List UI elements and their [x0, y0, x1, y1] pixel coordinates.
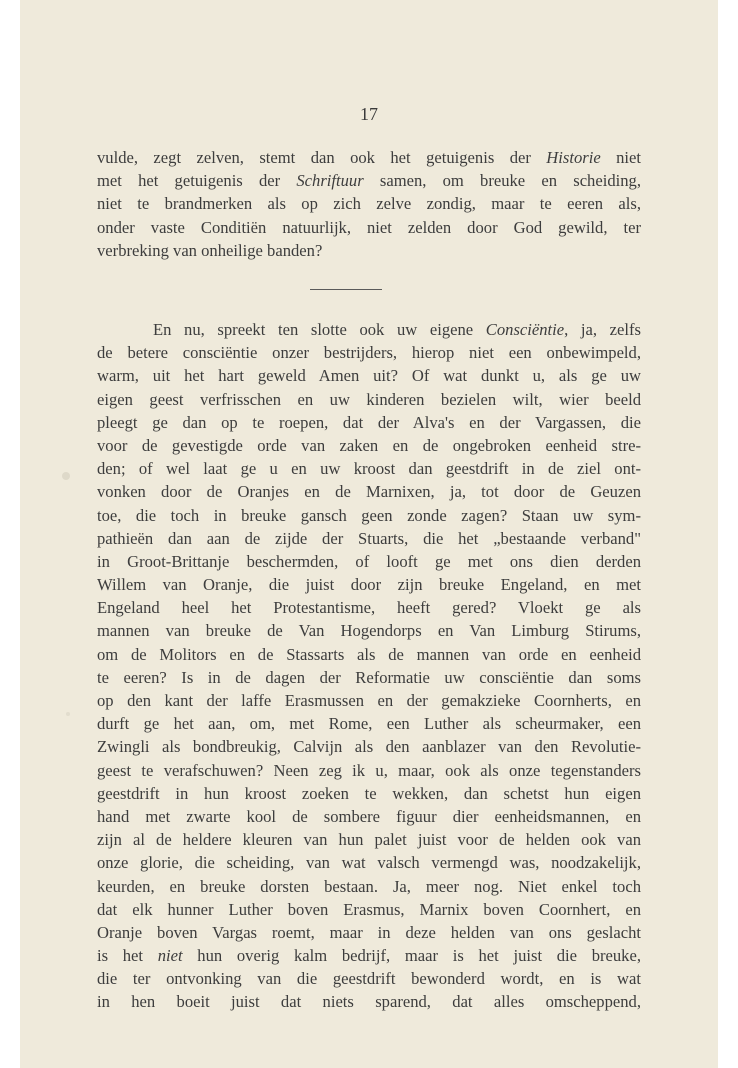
text-line: op den kant der laffe Erasmussen en der gemakzieke Coornherts, en: [97, 691, 641, 710]
text-line: hand met zwarte kool de sombere figuur dier eenheidsmannen, en: [97, 806, 641, 826]
text-line: Oranje boven Vargas roemt, maar in deze helden van ons geslacht: [97, 922, 641, 942]
text-line: mannen van breuke de Van Hogendorps en Van Limburg Stirums,: [97, 621, 641, 641]
text-line: om de Molitors en de Stassarts als de mannen van orde en eenheid: [97, 644, 641, 664]
paper-stain: [66, 712, 70, 716]
text-line: voor de gevestigde orde van zaken en de ongebroken eenheid stre-: [97, 435, 641, 455]
text-line: pleegt ge dan op te roepen, dat der Alva's en der Vargassen, die: [97, 412, 641, 432]
text-line: geest te verafschuwen? Neen zeg ik u, maar, ook als onze tegenstanders: [97, 760, 641, 780]
text-line: eigen geest verfrisschen en uw kinderen bezielen wilt, wier beeld: [97, 389, 641, 409]
text-line: En nu, spreekt ten slotte ook uw eigene Consciëntie, ja, zelfs: [153, 320, 641, 339]
text-line: durft ge het aan, om, met Rome, een Luther als scheurmaker, een: [97, 714, 641, 734]
text-line: vonken door de Oranjes en de Marnixen, ja, tot door de Geuzen: [97, 482, 641, 502]
text-line: Engeland heel het Protestantisme, heeft gered? Vloekt ge als: [97, 598, 641, 618]
text-line: keurden, en breuke dorsten bestaan. Ja, meer nog. Niet enkel toch: [97, 876, 641, 896]
text-line: Zwingli als bondbreukig, Calvijn als den aanblazer van den Revolutie-: [97, 737, 641, 757]
text-line: de betere consciëntie onzer bestrijders, hierop niet een onbewimpeld,: [97, 343, 641, 363]
paragraph-top: [97, 146, 641, 262]
text-line: in hen boeit juist dat niets sparend, dat alles omscheppend,: [97, 992, 641, 1012]
text-line: warm, uit het hart geweld Amen uit? Of wat dunkt u, als ge uw: [97, 366, 641, 386]
text-line: toe, die toch in breuke gansch geen zonde zagen? Staan uw sym-: [97, 505, 641, 525]
section-separator: [310, 289, 382, 290]
page-number: 17: [360, 104, 378, 124]
text-line: Willem van Oranje, die juist door zijn breuke Engeland, en met: [97, 575, 641, 595]
text-line: vulde, zegt zelven, stemt dan ook het getuigenis der Historie niet: [97, 148, 641, 167]
text-line: met het getuigenis der Schriftuur samen, om breuke en scheiding,: [97, 171, 641, 191]
text-line: onder vaste Conditiën natuurlijk, niet zelden door God gewild, ter: [97, 217, 641, 237]
text-line: in Groot-Brittanje beschermden, of looft ge met ons dien derden: [97, 551, 641, 571]
text-line: dat elk hunner Luther boven Erasmus, Marnix boven Coornhert, en: [97, 899, 641, 919]
text-line: zijn al de heldere kleuren van hun palet juist voor de helden ook van: [97, 830, 641, 850]
text-line: te eeren? Is in de dagen der Reformatie uw consciëntie dan soms: [97, 667, 641, 687]
text-line: onze glorie, die scheiding, van wat valsch vermengd was, noodzakelijk,: [97, 853, 641, 873]
text-line: pathieën dan aan de zijde der Stuarts, die het „bestaande verband": [97, 528, 641, 548]
paragraph-main: [97, 318, 641, 1014]
book-page: [20, 0, 718, 1068]
text-line: den; of wel laat ge u en uw kroost dan geestdrift in de ziel ont-: [97, 459, 641, 479]
text-line: is het niet hun overig kalm bedrijf, maar is het juist die breuke,: [97, 946, 641, 966]
text-line: niet te brandmerken als op zich zelve zondig, maar te eeren als,: [97, 194, 641, 214]
text-line: verbreking van onheilige banden?: [97, 240, 323, 260]
paper-stain: [62, 472, 70, 480]
text-line: die ter ontvonking van die geestdrift bewonderd wordt, en is wat: [97, 969, 641, 989]
text-line: geestdrift in hun kroost zoeken te wekken, dan schetst hun eigen: [97, 783, 641, 803]
